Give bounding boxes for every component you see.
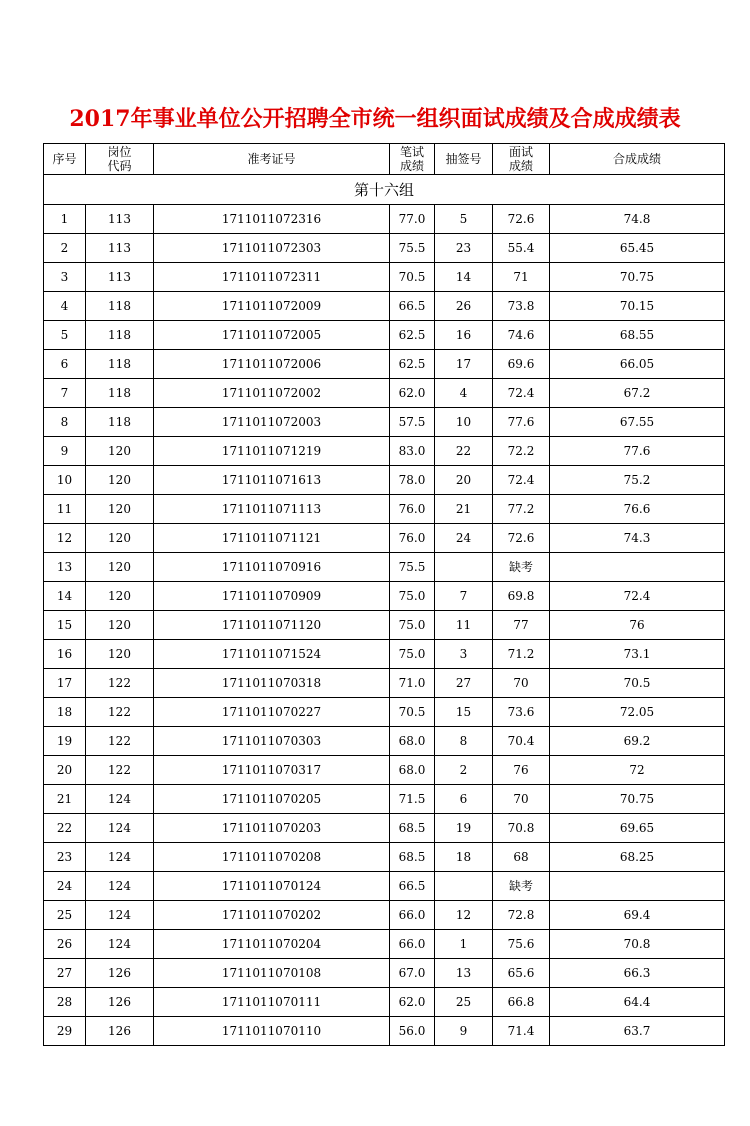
cell-composite-score: 64.4 [550, 988, 725, 1017]
cell-post-code: 120 [86, 495, 154, 524]
cell-post-code: 124 [86, 785, 154, 814]
cell-interview-score: 55.4 [493, 234, 550, 263]
cell-draw-number: 27 [435, 669, 493, 698]
cell-composite-score: 77.6 [550, 437, 725, 466]
table-row [44, 205, 725, 234]
cell-written-score: 70.5 [390, 698, 435, 727]
cell-index: 17 [44, 669, 86, 698]
cell-composite-score: 75.2 [550, 466, 725, 495]
cell-written-score: 57.5 [390, 408, 435, 437]
cell-post-code: 122 [86, 756, 154, 785]
table-row [44, 785, 725, 814]
cell-composite-score: 68.25 [550, 843, 725, 872]
cell-written-score: 76.0 [390, 524, 435, 553]
cell-written-score: 71.0 [390, 669, 435, 698]
cell-draw-number [435, 872, 493, 901]
cell-index: 20 [44, 756, 86, 785]
table-row [44, 321, 725, 350]
cell-interview-score: 70 [493, 669, 550, 698]
cell-composite-score: 66.3 [550, 959, 725, 988]
cell-composite-score: 73.1 [550, 640, 725, 669]
cell-draw-number: 4 [435, 379, 493, 408]
table-row [44, 959, 725, 988]
cell-ticket-number: 1711011072005 [154, 321, 390, 350]
cell-interview-score: 70.8 [493, 814, 550, 843]
cell-interview-score: 72.6 [493, 205, 550, 234]
cell-draw-number: 23 [435, 234, 493, 263]
cell-interview-score: 66.8 [493, 988, 550, 1017]
cell-post-code: 120 [86, 611, 154, 640]
cell-interview-score: 73.8 [493, 292, 550, 321]
cell-index: 19 [44, 727, 86, 756]
table-row [44, 1017, 725, 1046]
cell-draw-number: 7 [435, 582, 493, 611]
table-row [44, 495, 725, 524]
cell-post-code: 124 [86, 814, 154, 843]
cell-index: 22 [44, 814, 86, 843]
cell-post-code: 124 [86, 901, 154, 930]
cell-post-code: 126 [86, 1017, 154, 1046]
cell-written-score: 62.0 [390, 988, 435, 1017]
page-title: 2017年事业单位公开招聘全市统一组织面试成绩及合成成绩表 [69, 106, 681, 132]
cell-written-score: 66.0 [390, 901, 435, 930]
cell-post-code: 113 [86, 205, 154, 234]
cell-ticket-number: 1711011072006 [154, 350, 390, 379]
cell-interview-score: 65.6 [493, 959, 550, 988]
cell-written-score: 62.0 [390, 379, 435, 408]
cell-draw-number: 19 [435, 814, 493, 843]
cell-written-score: 77.0 [390, 205, 435, 234]
cell-written-score: 76.0 [390, 495, 435, 524]
cell-ticket-number: 1711011072002 [154, 379, 390, 408]
cell-interview-score: 71.2 [493, 640, 550, 669]
cell-post-code: 118 [86, 321, 154, 350]
cell-index: 29 [44, 1017, 86, 1046]
cell-written-score: 68.0 [390, 756, 435, 785]
cell-composite-score: 69.4 [550, 901, 725, 930]
table-row [44, 872, 725, 901]
header-index: 序号 [44, 144, 86, 175]
table-row [44, 466, 725, 495]
cell-composite-score: 65.45 [550, 234, 725, 263]
table-row [44, 234, 725, 263]
cell-interview-score: 缺考 [493, 553, 550, 582]
cell-written-score: 66.5 [390, 872, 435, 901]
cell-composite-score: 72.05 [550, 698, 725, 727]
cell-draw-number: 9 [435, 1017, 493, 1046]
cell-index: 2 [44, 234, 86, 263]
cell-draw-number: 16 [435, 321, 493, 350]
table-row [44, 292, 725, 321]
group-label: 第十六组 [44, 175, 725, 205]
cell-composite-score: 72 [550, 756, 725, 785]
table-row [44, 988, 725, 1017]
cell-ticket-number: 1711011071219 [154, 437, 390, 466]
table-row [44, 756, 725, 785]
cell-draw-number: 18 [435, 843, 493, 872]
cell-draw-number: 26 [435, 292, 493, 321]
cell-interview-score: 76 [493, 756, 550, 785]
cell-interview-score: 68 [493, 843, 550, 872]
cell-ticket-number: 1711011070208 [154, 843, 390, 872]
table-row [44, 727, 725, 756]
cell-draw-number: 2 [435, 756, 493, 785]
cell-interview-score: 77 [493, 611, 550, 640]
cell-composite-score: 70.75 [550, 263, 725, 292]
cell-index: 27 [44, 959, 86, 988]
cell-index: 13 [44, 553, 86, 582]
cell-index: 7 [44, 379, 86, 408]
cell-composite-score: 69.65 [550, 814, 725, 843]
cell-written-score: 78.0 [390, 466, 435, 495]
cell-written-score: 75.0 [390, 582, 435, 611]
cell-draw-number: 6 [435, 785, 493, 814]
table-row [44, 843, 725, 872]
cell-written-score: 75.0 [390, 611, 435, 640]
cell-post-code: 124 [86, 872, 154, 901]
table-row [44, 350, 725, 379]
cell-ticket-number: 1711011070909 [154, 582, 390, 611]
cell-composite-score: 74.8 [550, 205, 725, 234]
cell-ticket-number: 1711011070227 [154, 698, 390, 727]
cell-index: 24 [44, 872, 86, 901]
cell-index: 21 [44, 785, 86, 814]
cell-ticket-number: 1711011070108 [154, 959, 390, 988]
cell-post-code: 118 [86, 292, 154, 321]
cell-post-code: 120 [86, 640, 154, 669]
cell-index: 5 [44, 321, 86, 350]
cell-interview-score: 72.4 [493, 379, 550, 408]
table-row [44, 553, 725, 582]
cell-post-code: 122 [86, 698, 154, 727]
table-row [44, 582, 725, 611]
cell-post-code: 113 [86, 234, 154, 263]
cell-post-code: 126 [86, 959, 154, 988]
table-row [44, 524, 725, 553]
cell-index: 15 [44, 611, 86, 640]
table-row [44, 640, 725, 669]
cell-post-code: 122 [86, 727, 154, 756]
cell-written-score: 75.0 [390, 640, 435, 669]
cell-post-code: 113 [86, 263, 154, 292]
cell-interview-score: 69.8 [493, 582, 550, 611]
cell-ticket-number: 1711011071121 [154, 524, 390, 553]
header-written-score: 笔试 成绩 [390, 144, 435, 175]
cell-ticket-number: 1711011071120 [154, 611, 390, 640]
cell-draw-number: 8 [435, 727, 493, 756]
cell-draw-number: 14 [435, 263, 493, 292]
cell-index: 26 [44, 930, 86, 959]
table-row [44, 698, 725, 727]
cell-draw-number: 11 [435, 611, 493, 640]
cell-post-code: 124 [86, 843, 154, 872]
cell-index: 16 [44, 640, 86, 669]
cell-post-code: 120 [86, 524, 154, 553]
header-composite-score: 合成成绩 [550, 144, 725, 175]
cell-index: 25 [44, 901, 86, 930]
table-row [44, 611, 725, 640]
cell-interview-score: 73.6 [493, 698, 550, 727]
score-table [43, 143, 725, 1046]
cell-written-score: 68.5 [390, 843, 435, 872]
table-row [44, 437, 725, 466]
cell-post-code: 118 [86, 379, 154, 408]
cell-written-score: 75.5 [390, 234, 435, 263]
cell-composite-score: 69.2 [550, 727, 725, 756]
cell-interview-score: 71 [493, 263, 550, 292]
cell-ticket-number: 1711011070317 [154, 756, 390, 785]
cell-composite-score: 67.55 [550, 408, 725, 437]
cell-ticket-number: 1711011070318 [154, 669, 390, 698]
cell-draw-number: 21 [435, 495, 493, 524]
cell-draw-number: 5 [435, 205, 493, 234]
cell-ticket-number: 1711011072316 [154, 205, 390, 234]
cell-ticket-number: 1711011071524 [154, 640, 390, 669]
cell-ticket-number: 1711011070202 [154, 901, 390, 930]
table-row [44, 814, 725, 843]
cell-written-score: 62.5 [390, 321, 435, 350]
cell-composite-score: 76 [550, 611, 725, 640]
cell-interview-score: 77.2 [493, 495, 550, 524]
cell-ticket-number: 1711011070204 [154, 930, 390, 959]
header-row [44, 144, 725, 175]
cell-ticket-number: 1711011071613 [154, 466, 390, 495]
cell-index: 10 [44, 466, 86, 495]
cell-draw-number: 3 [435, 640, 493, 669]
cell-ticket-number: 1711011072003 [154, 408, 390, 437]
cell-index: 8 [44, 408, 86, 437]
cell-draw-number: 22 [435, 437, 493, 466]
cell-draw-number: 25 [435, 988, 493, 1017]
table-row [44, 901, 725, 930]
table-row [44, 930, 725, 959]
header-ticket-number: 准考证号 [154, 144, 390, 175]
header-post-code: 岗位 代码 [86, 144, 154, 175]
cell-interview-score: 71.4 [493, 1017, 550, 1046]
cell-post-code: 122 [86, 669, 154, 698]
cell-post-code: 120 [86, 553, 154, 582]
cell-post-code: 120 [86, 437, 154, 466]
header-interview-score: 面试 成绩 [493, 144, 550, 175]
cell-index: 1 [44, 205, 86, 234]
cell-ticket-number: 1711011072303 [154, 234, 390, 263]
cell-written-score: 67.0 [390, 959, 435, 988]
cell-ticket-number: 1711011072311 [154, 263, 390, 292]
cell-written-score: 66.0 [390, 930, 435, 959]
cell-composite-score: 76.6 [550, 495, 725, 524]
cell-written-score: 62.5 [390, 350, 435, 379]
cell-interview-score: 69.6 [493, 350, 550, 379]
cell-composite-score: 70.8 [550, 930, 725, 959]
cell-composite-score: 72.4 [550, 582, 725, 611]
cell-draw-number: 10 [435, 408, 493, 437]
cell-composite-score: 63.7 [550, 1017, 725, 1046]
cell-composite-score: 74.3 [550, 524, 725, 553]
cell-composite-score: 70.75 [550, 785, 725, 814]
cell-draw-number: 15 [435, 698, 493, 727]
cell-index: 3 [44, 263, 86, 292]
cell-composite-score: 66.05 [550, 350, 725, 379]
cell-draw-number: 17 [435, 350, 493, 379]
cell-composite-score: 67.2 [550, 379, 725, 408]
cell-interview-score: 72.2 [493, 437, 550, 466]
cell-index: 9 [44, 437, 86, 466]
cell-ticket-number: 1711011072009 [154, 292, 390, 321]
cell-interview-score: 75.6 [493, 930, 550, 959]
cell-composite-score: 70.15 [550, 292, 725, 321]
cell-index: 12 [44, 524, 86, 553]
cell-index: 28 [44, 988, 86, 1017]
cell-index: 23 [44, 843, 86, 872]
cell-index: 6 [44, 350, 86, 379]
cell-interview-score: 72.4 [493, 466, 550, 495]
table-row [44, 379, 725, 408]
cell-index: 4 [44, 292, 86, 321]
cell-written-score: 71.5 [390, 785, 435, 814]
cell-draw-number: 20 [435, 466, 493, 495]
cell-draw-number: 13 [435, 959, 493, 988]
cell-interview-score: 74.6 [493, 321, 550, 350]
cell-written-score: 68.0 [390, 727, 435, 756]
cell-index: 18 [44, 698, 86, 727]
header-draw-number: 抽签号 [435, 144, 493, 175]
cell-ticket-number: 1711011070124 [154, 872, 390, 901]
cell-written-score: 66.5 [390, 292, 435, 321]
cell-draw-number: 12 [435, 901, 493, 930]
cell-index: 14 [44, 582, 86, 611]
cell-post-code: 126 [86, 988, 154, 1017]
cell-composite-score: 70.5 [550, 669, 725, 698]
cell-ticket-number: 1711011070111 [154, 988, 390, 1017]
cell-post-code: 124 [86, 930, 154, 959]
cell-written-score: 68.5 [390, 814, 435, 843]
cell-ticket-number: 1711011070205 [154, 785, 390, 814]
cell-interview-score: 缺考 [493, 872, 550, 901]
cell-interview-score: 70.4 [493, 727, 550, 756]
cell-written-score: 70.5 [390, 263, 435, 292]
cell-ticket-number: 1711011070303 [154, 727, 390, 756]
cell-written-score: 75.5 [390, 553, 435, 582]
cell-post-code: 118 [86, 408, 154, 437]
table-row [44, 408, 725, 437]
group-row [44, 175, 725, 205]
cell-ticket-number: 1711011070203 [154, 814, 390, 843]
cell-ticket-number: 1711011071113 [154, 495, 390, 524]
cell-written-score: 56.0 [390, 1017, 435, 1046]
cell-ticket-number: 1711011070110 [154, 1017, 390, 1046]
cell-post-code: 120 [86, 582, 154, 611]
cell-post-code: 118 [86, 350, 154, 379]
cell-ticket-number: 1711011070916 [154, 553, 390, 582]
cell-draw-number: 24 [435, 524, 493, 553]
cell-draw-number: 1 [435, 930, 493, 959]
cell-post-code: 120 [86, 466, 154, 495]
cell-interview-score: 77.6 [493, 408, 550, 437]
cell-interview-score: 72.8 [493, 901, 550, 930]
table-row [44, 669, 725, 698]
cell-draw-number [435, 553, 493, 582]
cell-index: 11 [44, 495, 86, 524]
cell-composite-score [550, 553, 725, 582]
cell-interview-score: 70 [493, 785, 550, 814]
cell-composite-score: 68.55 [550, 321, 725, 350]
cell-written-score: 83.0 [390, 437, 435, 466]
table-row [44, 263, 725, 292]
cell-interview-score: 72.6 [493, 524, 550, 553]
cell-composite-score [550, 872, 725, 901]
